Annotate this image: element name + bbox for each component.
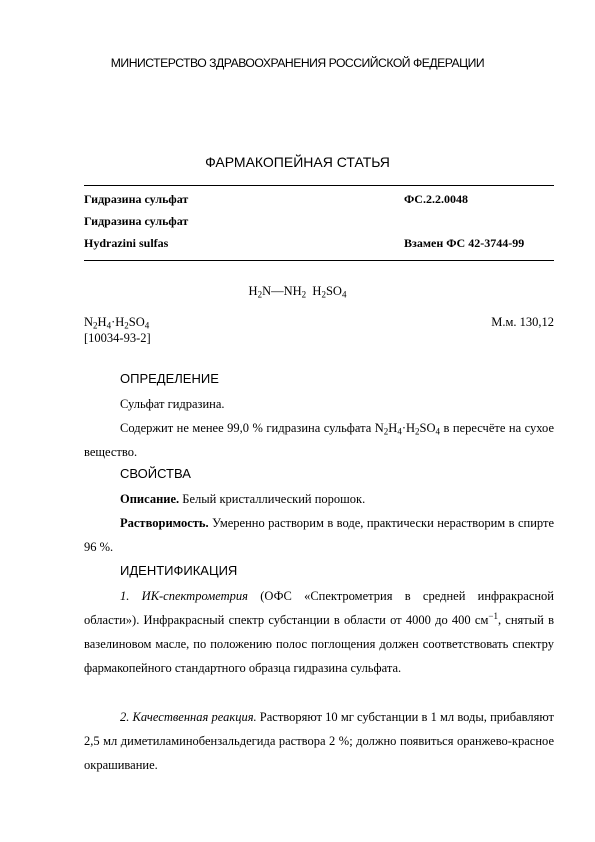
ministry-header: МИНИСТЕРСТВО ЗДРАВООХРАНЕНИЯ РОССИЙСКОЙ ФЕДЕРАЦИИ <box>110 56 485 70</box>
content-paragraph: Содержит не менее 99,0 % гидразина сульфата $N_2H_4\cdot H_2SO_4$ в пересчёте на сухое вещество. <box>84 421 554 459</box>
identification-heading: ИДЕНТИФИКАЦИЯ <box>120 563 238 578</box>
bottom-rule <box>84 260 554 261</box>
description-paragraph: Описание. Белый кристаллический порошок. <box>120 492 366 506</box>
structural-formula: $H_2N—NH_2$ $H_2SO_4$ <box>248 284 347 300</box>
properties-heading: СВОЙСТВА <box>120 466 191 481</box>
molecular-mass: М.м. 130,12 <box>491 315 554 329</box>
solubility-paragraph: Растворимость. Умеренно растворим в воде, практически нерастворим в спирте 96 %. <box>84 516 554 554</box>
article-title: ФАРМАКОПЕЙНАЯ СТАТЬЯ <box>205 154 390 170</box>
name-latin: Hydrazini sulfas <box>84 236 169 250</box>
replaces-note: Взамен ФС 42-3744-99 <box>404 236 525 250</box>
top-rule <box>84 185 554 186</box>
name-ru-2: Гидразина сульфат <box>84 214 189 228</box>
qualitative-reaction-paragraph: 2. Качественная реакция. Растворяют 10 мг субстанции в 1 мл воды, прибавляют 2,5 мл диметиламинобензальдегида раствора 2 %; должно появиться оранжево-красное окрашивание. <box>84 710 554 772</box>
name-ru-1: Гидразина сульфат <box>84 192 189 206</box>
cas-number: [10034-93-2] <box>84 331 151 345</box>
definition-heading: ОПРЕДЕЛЕНИЕ <box>120 371 219 386</box>
article-code: ФС.2.2.0048 <box>404 192 468 206</box>
definition-text: Сульфат гидразина. <box>120 397 225 411</box>
ir-paragraph: 1. ИК-спектрометрия (ОФС «Спектрометрия в средней инфракрасной области»). Инфракрасный спектр субстанции в области от 4000 до 400 $см^{-1}$, снятый в вазелиновом масле, по положению полос поглощения должен соответствовать спектру фармакопейного стандартного образца гидразина сульфата. <box>84 589 554 675</box>
molecular-formula: $N_2H_4\cdot H_2SO_4$ <box>84 315 150 331</box>
